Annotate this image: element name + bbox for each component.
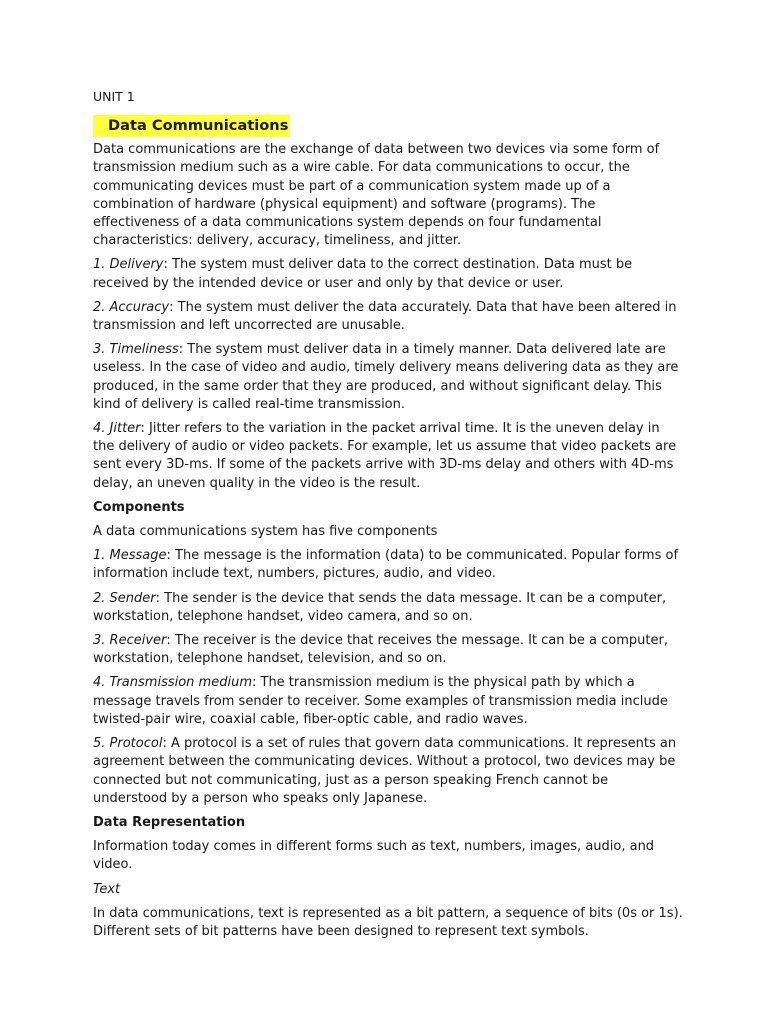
component-lead: 3. Receiver xyxy=(93,633,167,649)
document-page xyxy=(93,88,683,947)
component-medium xyxy=(93,674,683,729)
characteristic-lead: 3. Timeliness xyxy=(93,342,179,358)
characteristic-accuracy xyxy=(93,299,683,335)
components-heading: Components xyxy=(93,499,185,515)
component-text: : A protocol is a set of rules that govern data communications. It represents an agreement between the communicating devices. Without a protocol, two devices may be connected but not communicating, just as a person speaking French cannot be understood by a person who speaks only Japanese. xyxy=(93,736,677,806)
component-text: : The sender is the device that sends the data message. It can be a computer, workstation, telephone handset, video camera, and so on. xyxy=(93,590,667,624)
characteristic-lead: 4. Jitter xyxy=(93,421,141,437)
intro-paragraph: Data communications are the exchange of data between two devices via some form of transmission medium such as a wire cable. For data communications to occur, the communicating devices must be part of a communication system made up of a combination of hardware (physical equipment) and software (programs). The effectiveness of a data communications system depends on four fundamental characteristics: delivery, accuracy, timeliness, and jitter. xyxy=(93,142,660,249)
representation-heading: Data Representation xyxy=(93,814,246,830)
component-message xyxy=(93,547,683,583)
component-text: : The transmission medium is the physical path by which a message travels from sender to receiver. Some examples of transmission media include twisted-pair wire, coaxial cable, fiber-optic cable, and radio waves. xyxy=(93,675,668,727)
component-lead: 2. Sender xyxy=(93,590,156,606)
component-text: : The message is the information (data) to be communicated. Popular forms of information include text, numbers, pictures, audio, and video. xyxy=(93,548,679,582)
characteristic-timeliness xyxy=(93,341,683,414)
characteristic-text: : Jitter refers to the variation in the packet arrival time. It is the uneven delay in the delivery of audio or video packets. For example, let us assume that video packets are sent every 3D-ms. If some of the packets arrive with 3D-ms delay and others with 4D-ms delay, an uneven quality in the video is the result. xyxy=(93,421,677,491)
text-paragraph: In data communications, text is represented as a bit pattern, a sequence of bits (0s or 1s). Different sets of bit patterns have been designed to represent text symbols. xyxy=(93,905,683,939)
characteristic-text: : The system must deliver data in a timely manner. Data delivered late are useless. In the case of video and audio, timely delivery means delivering data as they are produced, in the same order that they are produced, and without significant delay. This kind of delivery is called real-time transmission. xyxy=(93,342,679,412)
text-subheading: Text xyxy=(93,881,121,897)
component-sender xyxy=(93,590,683,626)
section-title: Data Communications xyxy=(93,115,290,137)
component-lead: 5. Protocol xyxy=(93,736,163,752)
characteristic-text: : The system must deliver the data accurately. Data that have been altered in transmission and left uncorrected are unusable. xyxy=(93,299,677,334)
unit-label: UNIT 1 xyxy=(93,89,135,104)
component-protocol xyxy=(93,735,683,808)
component-receiver xyxy=(93,632,683,668)
component-lead: 4. Transmission medium xyxy=(93,675,252,691)
characteristic-lead: 2. Accuracy xyxy=(93,299,170,315)
representation-intro: Information today comes in different forms such as text, numbers, images, audio, and video. xyxy=(93,839,655,873)
component-lead: 1. Message xyxy=(93,548,167,564)
characteristic-text: : The system must deliver data to the correct destination. Data must be received by the intended device or user and only by that device or user. xyxy=(93,257,633,291)
components-intro: A data communications system has five components xyxy=(93,524,438,540)
characteristic-delivery xyxy=(93,256,683,292)
component-text: : The receiver is the device that receives the message. It can be a computer, workstation, telephone handset, television, and so on. xyxy=(93,633,668,667)
title-wrap xyxy=(93,115,683,137)
characteristic-lead: 1. Delivery xyxy=(93,257,164,273)
characteristic-jitter xyxy=(93,420,683,493)
